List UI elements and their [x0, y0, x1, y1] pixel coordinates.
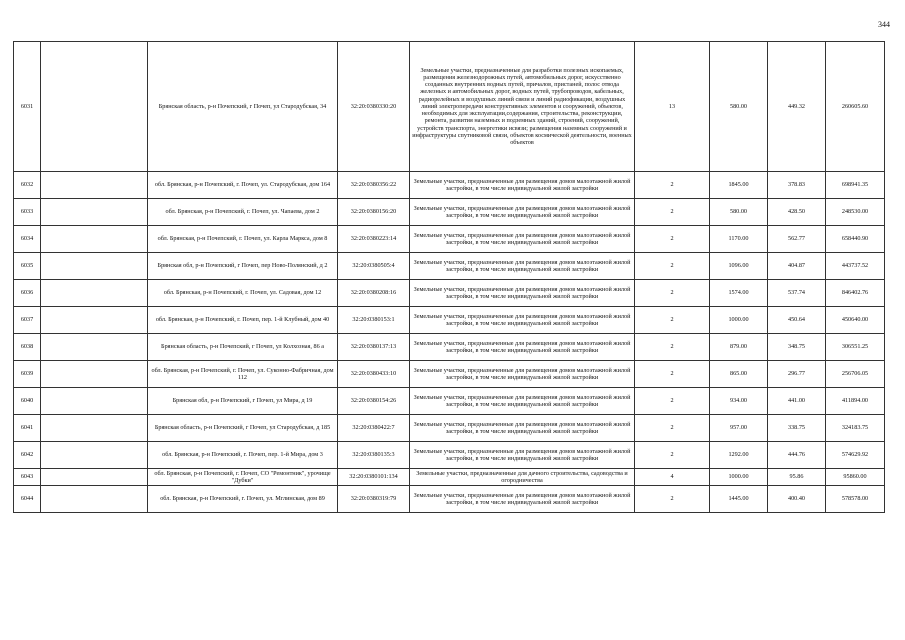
group-cell: 4 [635, 469, 710, 486]
group-cell: 2 [635, 486, 710, 513]
land-use-cell: Земельные участки, предназначенные для размещения домов малоэтажной жилой застройки, в том числе индивидуальной жилой застройки [410, 361, 635, 388]
row-number: 6041 [14, 415, 41, 442]
land-use-cell: Земельные участки, предназначенные для размещения домов малоэтажной жилой застройки, в том числе индивидуальной жилой застройки [410, 388, 635, 415]
group-cell: 2 [635, 199, 710, 226]
blank-cell [41, 253, 148, 280]
row-number: 6034 [14, 226, 41, 253]
land-parcel-table [13, 41, 885, 513]
rate-cell: 400.40 [768, 486, 826, 513]
rate-cell: 296.77 [768, 361, 826, 388]
group-cell: 2 [635, 361, 710, 388]
area-cell: 1000.00 [710, 469, 768, 486]
table-row [14, 334, 885, 361]
cadastral-number-cell: 32:20:0380505:4 [338, 253, 410, 280]
group-cell: 2 [635, 334, 710, 361]
cadastral-number-cell: 32:20:0380137:13 [338, 334, 410, 361]
cadastral-value-cell: 658440.90 [826, 226, 885, 253]
rate-cell: 404.87 [768, 253, 826, 280]
cadastral-number-cell: 32:20:0380330:20 [338, 42, 410, 172]
row-number: 6042 [14, 442, 41, 469]
area-cell: 1292.00 [710, 442, 768, 469]
group-cell: 2 [635, 307, 710, 334]
rate-cell: 537.74 [768, 280, 826, 307]
table-row [14, 280, 885, 307]
table-row [14, 307, 885, 334]
row-number: 6039 [14, 361, 41, 388]
area-cell: 865.00 [710, 361, 768, 388]
cadastral-value-cell: 578578.00 [826, 486, 885, 513]
area-cell: 1096.00 [710, 253, 768, 280]
address-cell: обл. Брянская, р-н Почепский, г. Почеп, ул. Мглинская, дом 89 [148, 486, 338, 513]
blank-cell [41, 307, 148, 334]
table-row [14, 486, 885, 513]
cadastral-number-cell: 32:20:0380154:26 [338, 388, 410, 415]
rate-cell: 449.32 [768, 42, 826, 172]
rate-cell: 444.76 [768, 442, 826, 469]
group-cell: 2 [635, 172, 710, 199]
cadastral-number-cell: 32:20:0380208:16 [338, 280, 410, 307]
area-cell: 1845.00 [710, 172, 768, 199]
rate-cell: 378.83 [768, 172, 826, 199]
row-number: 6031 [14, 42, 41, 172]
cadastral-number-cell: 32:20:0380319:79 [338, 486, 410, 513]
rate-cell: 450.64 [768, 307, 826, 334]
address-cell: Брянская обл, р-н Почепский, г Почеп, пер Ново-Полянский, д 2 [148, 253, 338, 280]
blank-cell [41, 442, 148, 469]
area-cell: 957.00 [710, 415, 768, 442]
cadastral-value-cell: 846402.76 [826, 280, 885, 307]
land-use-cell: Земельные участки, предназначенные для дачного строительства, садоводства и огородничества [410, 469, 635, 486]
rate-cell: 441.00 [768, 388, 826, 415]
row-number: 6040 [14, 388, 41, 415]
table-row [14, 415, 885, 442]
row-number: 6035 [14, 253, 41, 280]
rate-cell: 95.86 [768, 469, 826, 486]
table-row [14, 42, 885, 172]
table-row [14, 253, 885, 280]
land-use-cell: Земельные участки, предназначенные для размещения домов малоэтажной жилой застройки, в том числе индивидуальной жилой застройки [410, 415, 635, 442]
group-cell: 13 [635, 42, 710, 172]
rate-cell: 428.50 [768, 199, 826, 226]
row-number: 6037 [14, 307, 41, 334]
address-cell: обл. Брянская, р-н Почепский, г. Почеп, пер. 1-й Клубный, дом 40 [148, 307, 338, 334]
cadastral-value-cell: 306551.25 [826, 334, 885, 361]
cadastral-number-cell: 32:20:0380156:20 [338, 199, 410, 226]
blank-cell [41, 361, 148, 388]
row-number: 6038 [14, 334, 41, 361]
row-number: 6044 [14, 486, 41, 513]
blank-cell [41, 388, 148, 415]
table-row [14, 469, 885, 486]
cadastral-value-cell: 698941.35 [826, 172, 885, 199]
table-row [14, 361, 885, 388]
blank-cell [41, 172, 148, 199]
cadastral-number-cell: 32:20:0380135:3 [338, 442, 410, 469]
table-row [14, 199, 885, 226]
cadastral-number-cell: 32:20:0380153:1 [338, 307, 410, 334]
blank-cell [41, 469, 148, 486]
land-use-cell: Земельные участки, предназначенные для размещения домов малоэтажной жилой застройки, в том числе индивидуальной жилой застройки [410, 199, 635, 226]
group-cell: 2 [635, 280, 710, 307]
row-number: 6032 [14, 172, 41, 199]
blank-cell [41, 226, 148, 253]
cadastral-number-cell: 32:20:0380223:14 [338, 226, 410, 253]
address-cell: Брянская область, р-н Почепский, г Почеп, ул Стародубская, 34 [148, 42, 338, 172]
cadastral-value-cell: 324183.75 [826, 415, 885, 442]
blank-cell [41, 415, 148, 442]
address-cell: обл. Брянская, р-н Почепский, г. Почеп, ул. Садовая, дом 12 [148, 280, 338, 307]
cadastral-value-cell: 256706.05 [826, 361, 885, 388]
address-cell: обл. Брянская, р-н Почепский, г. Почеп, ул. Карла Маркса, дом 8 [148, 226, 338, 253]
area-cell: 934.00 [710, 388, 768, 415]
area-cell: 580.00 [710, 42, 768, 172]
table-body [14, 42, 885, 513]
cadastral-value-cell: 260605.60 [826, 42, 885, 172]
land-use-cell: Земельные участки, предназначенные для размещения домов малоэтажной жилой застройки, в том числе индивидуальной жилой застройки [410, 486, 635, 513]
group-cell: 2 [635, 388, 710, 415]
table-row [14, 226, 885, 253]
address-cell: обл. Брянская, р-н Почепский, г. Почеп, СО "Ремонтник", урочище "Дубки" [148, 469, 338, 486]
rate-cell: 338.75 [768, 415, 826, 442]
area-cell: 879.00 [710, 334, 768, 361]
row-number: 6033 [14, 199, 41, 226]
blank-cell [41, 280, 148, 307]
cadastral-value-cell: 411894.00 [826, 388, 885, 415]
table-row [14, 442, 885, 469]
address-cell: Брянская обл, р-н Почепский, г Почеп, ул Мира, д 19 [148, 388, 338, 415]
cadastral-value-cell: 95860.00 [826, 469, 885, 486]
blank-cell [41, 334, 148, 361]
area-cell: 580.00 [710, 199, 768, 226]
cadastral-value-cell: 574629.92 [826, 442, 885, 469]
row-number: 6043 [14, 469, 41, 486]
blank-cell [41, 486, 148, 513]
page-number: 344 [878, 20, 890, 29]
cadastral-number-cell: 32:20:0380433:10 [338, 361, 410, 388]
land-use-cell: Земельные участки, предназначенные для разработки полезных ископаемых, размещения железнодорожных путей, автомобильных дорог, искусственно созданных внутренних водных путей, причалов, пристаней, полос отвода железных и автомобильных дорог, водных путей, трубопроводов, кабельных, радиорелейных и воздушных линий связи и линий радиофикации, воздушных линий электропередачи конструктивных элементов и сооружений, объектов, необходимых для эксплуатации,содержания, строительства, реконструкции, ремонта, развития наземных и подземных зданий, строений, сооружений, устройств транспорта, энергетики исвязи; размещения наземных сооружений и инфраструктуры спутниковой связи, объектов космической деятельности, военных объектов [410, 42, 635, 172]
address-cell: обл. Брянская, р-н Почепский, г. Почеп, ул. Суконно-Фабричная, дом 112 [148, 361, 338, 388]
group-cell: 2 [635, 415, 710, 442]
land-use-cell: Земельные участки, предназначенные для размещения домов малоэтажной жилой застройки, в том числе индивидуальной жилой застройки [410, 307, 635, 334]
group-cell: 2 [635, 226, 710, 253]
address-cell: обл. Брянская, р-н Почепский, г. Почеп, ул. Стародубская, дом 164 [148, 172, 338, 199]
land-use-cell: Земельные участки, предназначенные для размещения домов малоэтажной жилой застройки, в том числе индивидуальной жилой застройки [410, 172, 635, 199]
address-cell: Брянская область, р-н Почепский, г Почеп, ул Колхозная, 86 а [148, 334, 338, 361]
group-cell: 2 [635, 442, 710, 469]
table-row [14, 172, 885, 199]
area-cell: 1574.00 [710, 280, 768, 307]
rate-cell: 348.75 [768, 334, 826, 361]
cadastral-number-cell: 32:20:0380101:134 [338, 469, 410, 486]
rate-cell: 562.77 [768, 226, 826, 253]
area-cell: 1170.00 [710, 226, 768, 253]
land-use-cell: Земельные участки, предназначенные для размещения домов малоэтажной жилой застройки, в том числе индивидуальной жилой застройки [410, 442, 635, 469]
blank-cell [41, 199, 148, 226]
address-cell: обл. Брянская, р-н Почепский, г. Почеп, пер. 1-й Мира, дом 3 [148, 442, 338, 469]
land-use-cell: Земельные участки, предназначенные для размещения домов малоэтажной жилой застройки, в том числе индивидуальной жилой застройки [410, 280, 635, 307]
row-number: 6036 [14, 280, 41, 307]
land-use-cell: Земельные участки, предназначенные для размещения домов малоэтажной жилой застройки, в том числе индивидуальной жилой застройки [410, 334, 635, 361]
group-cell: 2 [635, 253, 710, 280]
cadastral-number-cell: 32:20:0380356:22 [338, 172, 410, 199]
area-cell: 1445.00 [710, 486, 768, 513]
land-use-cell: Земельные участки, предназначенные для размещения домов малоэтажной жилой застройки, в том числе индивидуальной жилой застройки [410, 253, 635, 280]
address-cell: Брянская область, р-н Почепский, г Почеп, ул Стародубская, д 185 [148, 415, 338, 442]
address-cell: обл. Брянская, р-н Почепский, г. Почеп, ул. Чапаева, дом 2 [148, 199, 338, 226]
cadastral-number-cell: 32:20:0380422:7 [338, 415, 410, 442]
table-row [14, 388, 885, 415]
cadastral-value-cell: 248530.00 [826, 199, 885, 226]
blank-cell [41, 42, 148, 172]
cadastral-value-cell: 450640.00 [826, 307, 885, 334]
area-cell: 1000.00 [710, 307, 768, 334]
cadastral-value-cell: 443737.52 [826, 253, 885, 280]
land-use-cell: Земельные участки, предназначенные для размещения домов малоэтажной жилой застройки, в том числе индивидуальной жилой застройки [410, 226, 635, 253]
